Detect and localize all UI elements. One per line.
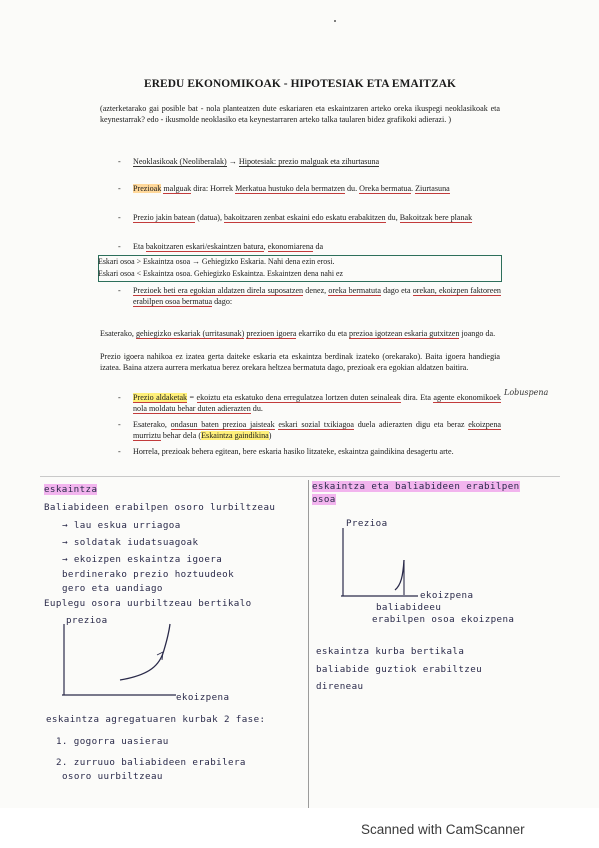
- left-note-line: osoro uurbiltzeau: [62, 771, 163, 782]
- right-graph-y-label: Prezioa: [346, 518, 388, 529]
- seinaleak-text: ekoiztu eta eskatuko dena erregulatzea lortzen duten seinaleak: [196, 393, 401, 402]
- text-span: duela adierazten digu eta beraz: [354, 420, 469, 429]
- left-note-line: berdinerako prezio hoztuudeok: [62, 569, 235, 580]
- batura-text: bakoitzaren eskari/eskaintzen batura: [145, 242, 264, 251]
- agente-text: agente ekonomikoek nola moldatu behar duten adierazten: [133, 393, 501, 413]
- eskaria-gutxitzen-text: prezioa igotzean eskaria gutxitzen: [349, 329, 460, 338]
- neoklasikoak-term: Neoklasikoak (Neoliberalak): [133, 157, 227, 166]
- column-divider: [308, 480, 309, 808]
- bullet-prezio-aldaketak: [133, 393, 501, 414]
- prezio-jakin-text: Prezio jakin batean: [133, 213, 196, 222]
- jaisteak-text: ondasun baten prezioa jaisteak: [170, 420, 275, 429]
- left-note-line: → lau eskua urriagoa: [62, 520, 181, 531]
- left-note-line: → soldatak iudatsuagoak: [62, 537, 199, 548]
- bullet-esaterako: [133, 420, 501, 441]
- intro-paragraph: (azterketarako gai posible bat - nola planteatzen dute eskariaren eta eskaintzaren arteko oreka ikuspegi neoklasikoak eta keynestarrak? edo - ikusmolde neoklasiko eta keynestarraren arteko talka taularen bidez grafikoki adierazi. ): [100, 104, 500, 124]
- gehiegizko-text: gehiegizko eskariak (urritasunak): [135, 329, 245, 338]
- prezio-aldaketak-term: Prezio aldaketak: [133, 393, 188, 402]
- box-line-1: Eskari osoa > Eskaintza osoa → Gehiegizko Eskaria. Nahi dena ezin erosi.: [98, 257, 335, 266]
- box-line-2: Eskari osoa < Eskaintza osoa. Gehiegizko Eskaintza. Eskaintzen dena nahi ez: [98, 269, 344, 278]
- text-span: Esaterako,: [133, 420, 171, 429]
- text-span: da: [313, 242, 324, 251]
- camscanner-watermark: Scanned with CamScanner: [361, 822, 525, 837]
- merkatua-text: Merkatua hustuko dela bermatzen: [235, 184, 345, 193]
- bullet-batura: [133, 242, 501, 253]
- eskaintza-gaindikina-term: Eskaintza gaindikina: [201, 430, 269, 440]
- bullet-dash: -: [118, 213, 121, 222]
- text-span: (datua),: [195, 213, 225, 222]
- text-span: denez,: [303, 286, 329, 295]
- text-span: du,: [385, 213, 400, 222]
- prezioak-term: Prezioak: [133, 184, 162, 193]
- bullet-dash: -: [118, 157, 121, 166]
- bullet-dash: -: [118, 286, 121, 295]
- left-note-line: Baliabideen erabilpen osoro lurbiltzeau: [44, 502, 276, 513]
- igoera-paragraph: Prezio igoera nahikoa ez izatea gerta daiteke eskaria eta eskaintza berdinak izateko (orekarako). Baita igoera handiegia izatea. Baina atzera aurrera merkatua berez orekara heltzea bermatuta dago, prezioak era egokian aldatzen baitira.: [100, 352, 500, 372]
- bullet-dash: -: [118, 184, 121, 193]
- left-graph-y-label: prezioa: [66, 615, 108, 626]
- bullet-horrela: Horrela, prezioak behera egitean, bere eskaria hasiko litzateke, eskaintza gaindikina desagertu arte.: [133, 447, 454, 456]
- malguak-term: malguak: [163, 184, 192, 193]
- planak-text: Bakoitzak bere planak: [399, 213, 473, 222]
- text-span: ekarriko du eta: [296, 329, 350, 338]
- text-span: dago:: [212, 296, 233, 306]
- text-span: =: [187, 393, 197, 402]
- scan-speck: [334, 20, 336, 22]
- text-span: dira: Horrek: [191, 184, 236, 193]
- left-note-line: gero eta uandiago: [62, 583, 163, 594]
- text-span: ,: [263, 242, 268, 251]
- erabakitzen-text: bakoitzaren zenbat eskaini edo eskatu erabakitzen: [224, 213, 386, 222]
- left-graph-marks: [157, 652, 163, 660]
- right-note-line: eskaintza kurba bertikala: [316, 646, 465, 657]
- left-note-line: eskaintza agregatuaren kurbak 2 fase:: [46, 714, 266, 725]
- left-note-line: 1. gogorra uasierau: [56, 736, 169, 747]
- right-graph-label-2: erabilpen osoa ekoizpena: [372, 614, 515, 625]
- notes-divider: [40, 476, 560, 477]
- arrow-text: →: [226, 157, 239, 166]
- right-graph-x-label: ekoizpena: [420, 590, 474, 601]
- text-span: behar dela (: [160, 430, 202, 440]
- erabilpen-osoa-text: orekan, ekoizpen faktoreen erabilpen osoa bermatua: [133, 286, 501, 306]
- bullet-dash: -: [118, 393, 121, 402]
- oreka-bermatuta-text: oreka bermatuta: [328, 286, 381, 295]
- hipotesiak-text: Hipotesiak: prezio malguak eta zihurtasuna: [238, 157, 380, 166]
- bullet-prezioek-beti: [133, 286, 501, 307]
- page-title: EREDU EKONOMIKOAK - HIPOTESIAK ETA EMAITZAK: [144, 78, 456, 90]
- bullet-dash: -: [118, 447, 121, 456]
- text-span: dago eta: [380, 286, 413, 295]
- right-heading-1: eskaintza eta baliabideen erabilpen: [312, 481, 520, 492]
- text-span: Esaterako,: [100, 329, 136, 338]
- bullet-prezio-jakin: [133, 213, 501, 224]
- left-heading: eskaintza: [44, 484, 98, 495]
- bullet-dash: -: [118, 420, 121, 429]
- text-span: ): [268, 430, 272, 440]
- prezioen-igoera-text: prezioen igoera: [246, 329, 297, 338]
- text-span: joango da.: [459, 329, 496, 338]
- text-span: .: [411, 184, 416, 193]
- bullet-dash: -: [118, 242, 121, 251]
- ekonomiarena-text: ekonomiarena: [267, 242, 314, 251]
- right-note-line: baliabide guztiok erabiltzeu: [316, 664, 483, 675]
- eskari-sozial-text: eskari sozial txikiagoa: [278, 420, 355, 429]
- text-span: dira. Eta: [400, 393, 434, 402]
- bullet-neoklasikoak: [133, 157, 503, 168]
- text-span: du.: [344, 184, 360, 193]
- left-note-line: Euplegu osora uurbiltzeau bertikalo: [44, 598, 252, 609]
- right-note-line: direneau: [316, 681, 364, 692]
- left-graph-curve: [120, 624, 170, 680]
- example-paragraph: [100, 329, 500, 340]
- suposatzen-text: Prezioek beti era egokian aldatzen direla suposatzen: [133, 286, 304, 295]
- left-note-line: → ekoizpen eskaintza igoera: [62, 554, 223, 565]
- left-note-line: 2. zurruuo baliabideen erabilera: [56, 757, 246, 768]
- text-span: du.: [250, 403, 263, 413]
- bullet-prezioak-malguak: [133, 184, 501, 195]
- ziurtasuna-text: Ziurtasuna: [415, 184, 450, 193]
- left-graph-x-label: ekoizpena: [176, 692, 230, 703]
- right-graph-curve: [395, 560, 404, 590]
- oreka-text: Oreka bermatua: [359, 184, 412, 193]
- handwritten-margin-note: Lobuspena: [504, 388, 549, 397]
- text-span: Eta: [133, 242, 146, 251]
- murriztu-text: ekoizpena murriztu: [133, 420, 501, 440]
- right-heading-2: osoa: [312, 494, 336, 505]
- right-graph-label-1: baliabideeu: [376, 602, 442, 613]
